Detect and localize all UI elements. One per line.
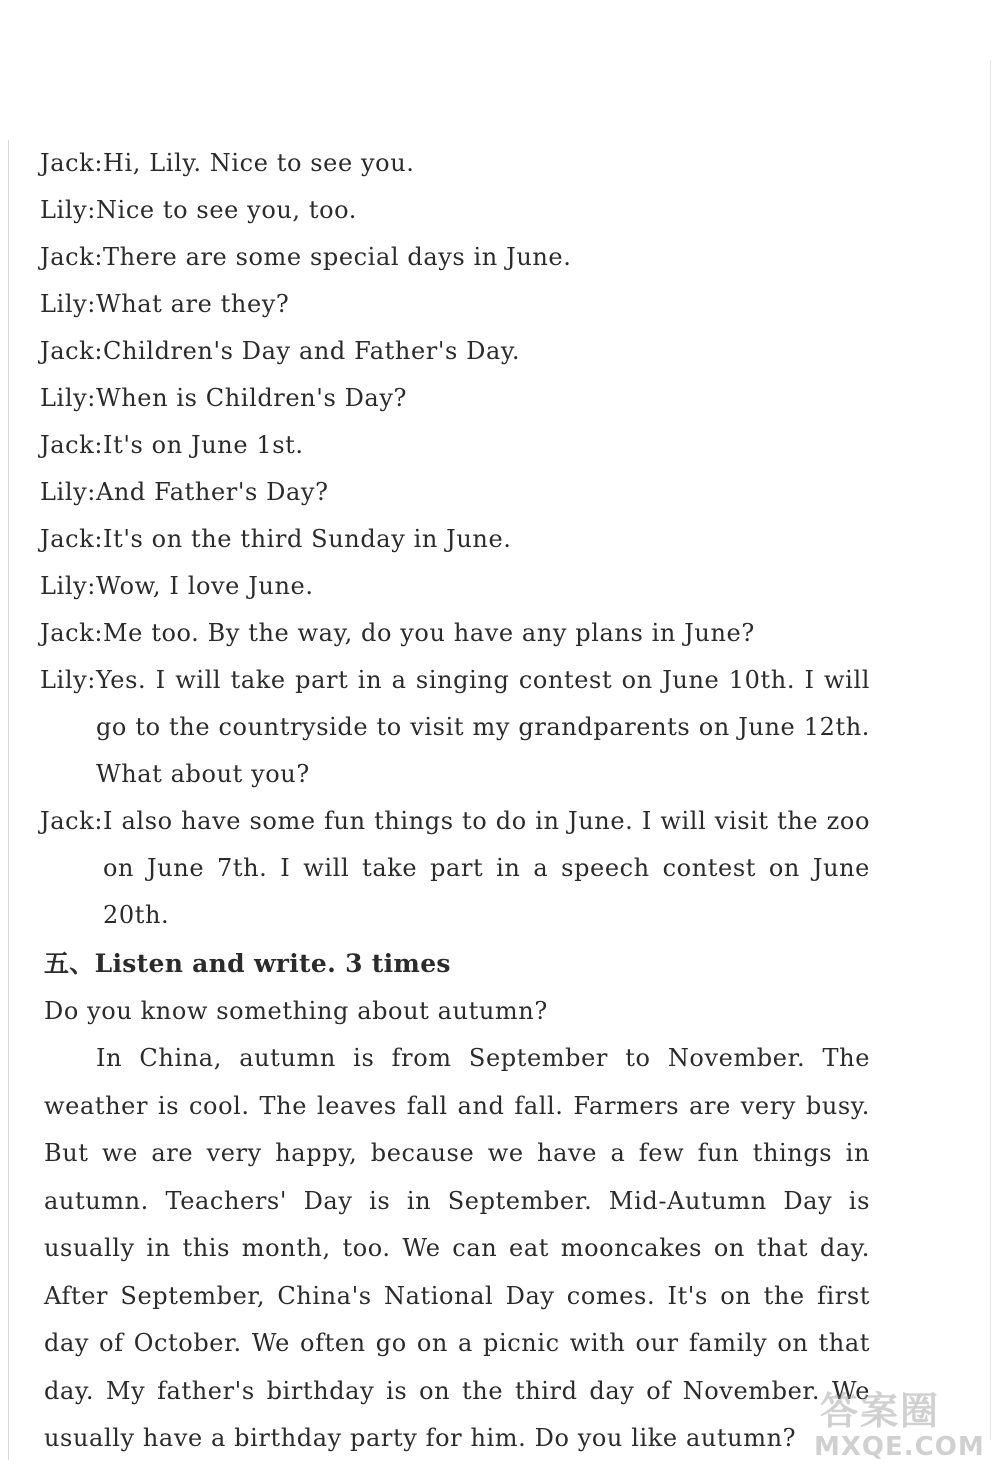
speaker-name: Jack: — [40, 525, 103, 553]
dialogue-line — [40, 187, 870, 234]
utterance-text: Hi, Lily. Nice to see you. — [103, 149, 415, 177]
passage-text: In China, autumn is from September to November. The weather is cool. The leaves fall and fall. Farmers are very busy. But we are very happy, because we have a few fun things in autumn. Teachers' Day is in September. Mid-Autumn Day is usually in this month, too. We can eat mooncakes on that day. After September, China's National Day comes. It's on the first day of October. We often go on a picnic with our family on that day. My father's birthday is on the third day of November. We usually have a birthday party for him. Do you like autumn? — [44, 1044, 870, 1452]
speaker-name: Jack: — [40, 807, 103, 835]
dialogue-line — [40, 469, 870, 516]
utterance-text: Wow, I love June. — [95, 572, 314, 600]
utterance-text: There are some special days in June. — [103, 243, 572, 271]
watermark-bottom-text: MXQE.COM — [814, 1432, 985, 1462]
utterance-text: Nice to see you, too. — [95, 196, 358, 224]
speaker-name: Lily: — [40, 196, 96, 224]
watermark-top-text: 答案圈 — [820, 1389, 941, 1433]
dialogue-line — [40, 281, 870, 328]
utterance-text: I also have some fun things to do in June. I will visit the zoo on June 7th. I will take part in a speech contest on June 20th. — [103, 807, 870, 929]
speaker-name: Jack: — [40, 337, 103, 365]
right-margin-rule — [990, 60, 991, 1440]
utterance-text: Children's Day and Father's Day. — [103, 337, 521, 365]
utterance-text: When is Children's Day? — [95, 384, 407, 412]
dialogue-line — [40, 422, 870, 469]
speaker-name: Lily: — [40, 478, 96, 506]
dialogue-line — [40, 375, 870, 422]
speaker-name: Jack: — [40, 243, 103, 271]
dialogue-line — [40, 657, 870, 798]
utterance-text: Me too. By the way, do you have any plans in June? — [103, 619, 755, 647]
section-title: 五、Listen and write. 3 times — [44, 949, 451, 978]
dialogue — [40, 140, 870, 939]
speaker-name: Lily: — [40, 572, 96, 600]
utterance-text: And Father's Day? — [95, 478, 329, 506]
utterance-text: What are they? — [95, 290, 290, 318]
section-question: Do you know something about autumn? — [44, 997, 548, 1025]
dialogue-line — [40, 610, 870, 657]
left-margin-rule — [8, 140, 9, 1460]
dialogue-line — [40, 234, 870, 281]
speaker-name: Jack: — [40, 619, 103, 647]
utterance-text: It's on June 1st. — [103, 431, 304, 459]
dialogue-line — [40, 328, 870, 375]
speaker-name: Lily: — [40, 384, 96, 412]
dialogue-line — [40, 798, 870, 939]
speaker-name: Jack: — [40, 149, 103, 177]
dialogue-line — [40, 140, 870, 187]
dialogue-line — [40, 516, 870, 563]
utterance-text: Yes. I will take part in a singing contest on June 10th. I will go to the countryside to visit my grandparents on June 12th. What about you? — [95, 666, 870, 788]
speaker-name: Lily: — [40, 666, 96, 694]
utterance-text: It's on the third Sunday in June. — [103, 525, 512, 553]
speaker-name: Lily: — [40, 290, 96, 318]
dialogue-line — [40, 563, 870, 610]
speaker-name: Jack: — [40, 431, 103, 459]
